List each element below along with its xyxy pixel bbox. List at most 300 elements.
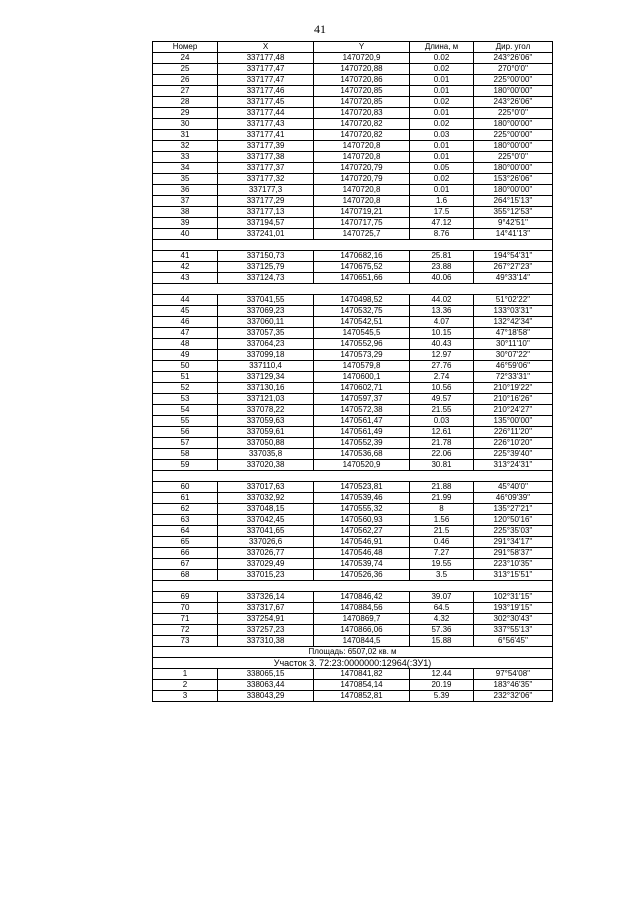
- group-separator: [153, 471, 553, 482]
- angle-cell: 355°12'53'': [474, 207, 553, 218]
- length-cell: 44.02: [410, 295, 474, 306]
- y-cell: 1470602,71: [314, 383, 410, 394]
- length-cell: 0.02: [410, 53, 474, 64]
- x-cell: 337177,13: [218, 207, 314, 218]
- x-cell: 338043,29: [218, 691, 314, 702]
- x-cell: 337060,11: [218, 317, 314, 328]
- length-cell: 8.76: [410, 229, 474, 240]
- length-cell: 12.44: [410, 669, 474, 680]
- length-cell: 12.97: [410, 350, 474, 361]
- table-row: [153, 130, 553, 141]
- y-cell: 1470552,39: [314, 438, 410, 449]
- x-cell: 337130,16: [218, 383, 314, 394]
- length-cell: 0.02: [410, 119, 474, 130]
- y-cell: 1470854,14: [314, 680, 410, 691]
- number-cell: 39: [153, 218, 218, 229]
- table-row: [153, 372, 553, 383]
- angle-cell: 97°54'08'': [474, 669, 553, 680]
- angle-cell: 313°15'51'': [474, 570, 553, 581]
- length-cell: 0.02: [410, 97, 474, 108]
- y-cell: 1470555,32: [314, 504, 410, 515]
- y-cell: 1470720,8: [314, 185, 410, 196]
- header-x: X: [218, 42, 314, 53]
- number-cell: 54: [153, 405, 218, 416]
- number-cell: 37: [153, 196, 218, 207]
- angle-cell: 46°59'06'': [474, 361, 553, 372]
- number-cell: 3: [153, 691, 218, 702]
- number-cell: 50: [153, 361, 218, 372]
- x-cell: 337177,47: [218, 64, 314, 75]
- x-cell: 337099,18: [218, 350, 314, 361]
- table-row: [153, 548, 553, 559]
- angle-cell: 193°19'15'': [474, 603, 553, 614]
- table-row: [153, 361, 553, 372]
- table-row: [153, 174, 553, 185]
- number-cell: 62: [153, 504, 218, 515]
- angle-cell: 49°33'14'': [474, 273, 553, 284]
- angle-cell: 270°0'0'': [474, 64, 553, 75]
- x-cell: 337035,8: [218, 449, 314, 460]
- length-cell: 64.5: [410, 603, 474, 614]
- y-cell: 1470526,36: [314, 570, 410, 581]
- angle-cell: 14°41'13'': [474, 229, 553, 240]
- x-cell: 337257,23: [218, 625, 314, 636]
- x-cell: 337177,37: [218, 163, 314, 174]
- y-cell: 1470720,8: [314, 152, 410, 163]
- number-cell: 69: [153, 592, 218, 603]
- number-cell: 52: [153, 383, 218, 394]
- length-cell: 0.03: [410, 416, 474, 427]
- number-cell: 72: [153, 625, 218, 636]
- table-row: [153, 75, 553, 86]
- angle-cell: 180°00'00'': [474, 163, 553, 174]
- x-cell: 337032,92: [218, 493, 314, 504]
- length-cell: 5.39: [410, 691, 474, 702]
- angle-cell: 183°46'35'': [474, 680, 553, 691]
- header-number: Номер: [153, 42, 218, 53]
- y-cell: 1470720,83: [314, 108, 410, 119]
- table-row: [153, 691, 553, 702]
- number-cell: 36: [153, 185, 218, 196]
- angle-cell: 9°42'51'': [474, 218, 553, 229]
- y-cell: 1470536,68: [314, 449, 410, 460]
- number-cell: 71: [153, 614, 218, 625]
- angle-cell: 120°50'16'': [474, 515, 553, 526]
- table-row: [153, 328, 553, 339]
- angle-cell: 180°00'00'': [474, 119, 553, 130]
- table-row: [153, 350, 553, 361]
- angle-cell: 30°11'10'': [474, 339, 553, 350]
- y-cell: 1470546,91: [314, 537, 410, 548]
- length-cell: 49.57: [410, 394, 474, 405]
- table-row: [153, 383, 553, 394]
- number-cell: 73: [153, 636, 218, 647]
- angle-cell: 210°19'22'': [474, 383, 553, 394]
- y-cell: 1470675,52: [314, 262, 410, 273]
- y-cell: 1470720,9: [314, 53, 410, 64]
- page-number: 41: [314, 22, 326, 36]
- header-length: Длина, м: [410, 42, 474, 53]
- table-row: [153, 680, 553, 691]
- table-row: [153, 295, 553, 306]
- length-cell: 23.88: [410, 262, 474, 273]
- area-summary: Площадь: 6507,02 кв. м: [153, 647, 553, 658]
- number-cell: 57: [153, 438, 218, 449]
- y-cell: 1470545,5: [314, 328, 410, 339]
- x-cell: 337177,41: [218, 130, 314, 141]
- table-row: [153, 163, 553, 174]
- x-cell: 337177,48: [218, 53, 314, 64]
- x-cell: 337326,14: [218, 592, 314, 603]
- angle-cell: 6°56'45'': [474, 636, 553, 647]
- table-row: [153, 64, 553, 75]
- y-cell: 1470520,9: [314, 460, 410, 471]
- table-row: [153, 438, 553, 449]
- number-cell: 48: [153, 339, 218, 350]
- y-cell: 1470597,37: [314, 394, 410, 405]
- y-cell: 1470561,47: [314, 416, 410, 427]
- header-y: Y: [314, 42, 410, 53]
- y-cell: 1470720,86: [314, 75, 410, 86]
- y-cell: 1470720,8: [314, 141, 410, 152]
- number-cell: 51: [153, 372, 218, 383]
- number-cell: 65: [153, 537, 218, 548]
- number-cell: 66: [153, 548, 218, 559]
- number-cell: 58: [153, 449, 218, 460]
- x-cell: 337177,39: [218, 141, 314, 152]
- angle-cell: 267°27'23'': [474, 262, 553, 273]
- y-cell: 1470717,75: [314, 218, 410, 229]
- angle-cell: 225°00'00'': [474, 75, 553, 86]
- table-row: [153, 185, 553, 196]
- number-cell: 68: [153, 570, 218, 581]
- angle-cell: 225°35'03'': [474, 526, 553, 537]
- number-cell: 31: [153, 130, 218, 141]
- y-cell: 1470719,21: [314, 207, 410, 218]
- table-row: [153, 317, 553, 328]
- y-cell: 1470866,06: [314, 625, 410, 636]
- x-cell: 337177,38: [218, 152, 314, 163]
- number-cell: 53: [153, 394, 218, 405]
- angle-cell: 243°26'06'': [474, 53, 553, 64]
- length-cell: 15.88: [410, 636, 474, 647]
- number-cell: 42: [153, 262, 218, 273]
- number-cell: 46: [153, 317, 218, 328]
- x-cell: 337129,34: [218, 372, 314, 383]
- x-cell: 337177,32: [218, 174, 314, 185]
- x-cell: 338063,44: [218, 680, 314, 691]
- table-row: [153, 86, 553, 97]
- x-cell: 337042,45: [218, 515, 314, 526]
- number-cell: 29: [153, 108, 218, 119]
- number-cell: 64: [153, 526, 218, 537]
- length-cell: 22.06: [410, 449, 474, 460]
- number-cell: 55: [153, 416, 218, 427]
- number-cell: 41: [153, 251, 218, 262]
- group-separator-row: [153, 471, 553, 482]
- angle-cell: 180°00'00'': [474, 86, 553, 97]
- length-cell: 8: [410, 504, 474, 515]
- y-cell: 1470720,8: [314, 196, 410, 207]
- length-cell: 0.01: [410, 185, 474, 196]
- table-row: [153, 306, 553, 317]
- length-cell: 21.55: [410, 405, 474, 416]
- length-cell: 21.78: [410, 438, 474, 449]
- table-row: [153, 526, 553, 537]
- x-cell: 337050,88: [218, 438, 314, 449]
- length-cell: 21.5: [410, 526, 474, 537]
- length-cell: 10.15: [410, 328, 474, 339]
- y-cell: 1470852,81: [314, 691, 410, 702]
- angle-cell: 225°0'0'': [474, 152, 553, 163]
- table-row: [153, 592, 553, 603]
- length-cell: 19.55: [410, 559, 474, 570]
- table-row: [153, 460, 553, 471]
- y-cell: 1470579,8: [314, 361, 410, 372]
- length-cell: 0.01: [410, 75, 474, 86]
- length-cell: 1.6: [410, 196, 474, 207]
- y-cell: 1470523,81: [314, 482, 410, 493]
- angle-cell: 337°55'13'': [474, 625, 553, 636]
- x-cell: 337125,79: [218, 262, 314, 273]
- angle-cell: 51°02'22'': [474, 295, 553, 306]
- y-cell: 1470600,1: [314, 372, 410, 383]
- number-cell: 47: [153, 328, 218, 339]
- angle-cell: 225°0'0'': [474, 108, 553, 119]
- table-row: [153, 262, 553, 273]
- x-cell: 337177,29: [218, 196, 314, 207]
- x-cell: 337029,49: [218, 559, 314, 570]
- y-cell: 1470561,49: [314, 427, 410, 438]
- angle-cell: 153°26'06'': [474, 174, 553, 185]
- number-cell: 44: [153, 295, 218, 306]
- y-cell: 1470844,5: [314, 636, 410, 647]
- y-cell: 1470573,29: [314, 350, 410, 361]
- number-cell: 25: [153, 64, 218, 75]
- angle-cell: 291°34'17'': [474, 537, 553, 548]
- group-separator-row: [153, 240, 553, 251]
- y-cell: 1470560,93: [314, 515, 410, 526]
- table-row: [153, 504, 553, 515]
- y-cell: 1470841,82: [314, 669, 410, 680]
- length-cell: 39.07: [410, 592, 474, 603]
- angle-cell: 46°09'39'': [474, 493, 553, 504]
- table-row: [153, 515, 553, 526]
- y-cell: 1470562,27: [314, 526, 410, 537]
- angle-cell: 291°58'37'': [474, 548, 553, 559]
- angle-cell: 225°00'00'': [474, 130, 553, 141]
- y-cell: 1470572,38: [314, 405, 410, 416]
- table-row: [153, 273, 553, 284]
- length-cell: 0.46: [410, 537, 474, 548]
- number-cell: 40: [153, 229, 218, 240]
- angle-cell: 72°33'31'': [474, 372, 553, 383]
- section-title-row: [153, 658, 553, 669]
- length-cell: 4.32: [410, 614, 474, 625]
- angle-cell: 223°10'35'': [474, 559, 553, 570]
- table-row: [153, 669, 553, 680]
- table-row: [153, 603, 553, 614]
- angle-cell: 132°42'34'': [474, 317, 553, 328]
- coordinates-table: [152, 41, 553, 702]
- angle-cell: 226°11'20'': [474, 427, 553, 438]
- table-row: [153, 427, 553, 438]
- section-title: Участок 3. 72:23:0000000:12964(:ЗУ1): [153, 658, 553, 669]
- y-cell: 1470720,88: [314, 64, 410, 75]
- angle-cell: 210°24'27'': [474, 405, 553, 416]
- x-cell: 337064,23: [218, 339, 314, 350]
- table-body: [153, 53, 553, 702]
- table-row: [153, 207, 553, 218]
- y-cell: 1470498,52: [314, 295, 410, 306]
- table-row: [153, 537, 553, 548]
- length-cell: 1.56: [410, 515, 474, 526]
- x-cell: 337026,77: [218, 548, 314, 559]
- length-cell: 30.81: [410, 460, 474, 471]
- x-cell: 337017,63: [218, 482, 314, 493]
- group-separator-row: [153, 284, 553, 295]
- x-cell: 337059,61: [218, 427, 314, 438]
- table-row: [153, 53, 553, 64]
- table-header-row: [153, 42, 553, 53]
- y-cell: 1470539,46: [314, 493, 410, 504]
- number-cell: 63: [153, 515, 218, 526]
- length-cell: 40.43: [410, 339, 474, 350]
- angle-cell: 30°07'22'': [474, 350, 553, 361]
- table-row: [153, 493, 553, 504]
- group-separator: [153, 581, 553, 592]
- y-cell: 1470720,85: [314, 86, 410, 97]
- length-cell: 40.06: [410, 273, 474, 284]
- angle-cell: 313°24'31'': [474, 460, 553, 471]
- length-cell: 4.07: [410, 317, 474, 328]
- y-cell: 1470720,79: [314, 163, 410, 174]
- angle-cell: 225°39'40'': [474, 449, 553, 460]
- table-row: [153, 559, 553, 570]
- group-separator: [153, 284, 553, 295]
- x-cell: 337110,4: [218, 361, 314, 372]
- length-cell: 7.27: [410, 548, 474, 559]
- group-separator: [153, 240, 553, 251]
- number-cell: 2: [153, 680, 218, 691]
- angle-cell: 243°26'06'': [474, 97, 553, 108]
- table-row: [153, 449, 553, 460]
- x-cell: 337121,03: [218, 394, 314, 405]
- header-angle: Дир. угол: [474, 42, 553, 53]
- length-cell: 0.05: [410, 163, 474, 174]
- x-cell: 337078,22: [218, 405, 314, 416]
- number-cell: 45: [153, 306, 218, 317]
- x-cell: 337177,45: [218, 97, 314, 108]
- x-cell: 337310,38: [218, 636, 314, 647]
- y-cell: 1470884,56: [314, 603, 410, 614]
- table-row: [153, 570, 553, 581]
- area-summary-row: [153, 647, 553, 658]
- y-cell: 1470846,42: [314, 592, 410, 603]
- table-row: [153, 625, 553, 636]
- table-row: [153, 108, 553, 119]
- number-cell: 1: [153, 669, 218, 680]
- table-row: [153, 152, 553, 163]
- y-cell: 1470542,51: [314, 317, 410, 328]
- x-cell: 337194,57: [218, 218, 314, 229]
- number-cell: 59: [153, 460, 218, 471]
- number-cell: 33: [153, 152, 218, 163]
- x-cell: 337177,3: [218, 185, 314, 196]
- y-cell: 1470682,16: [314, 251, 410, 262]
- length-cell: 12.61: [410, 427, 474, 438]
- x-cell: 337069,23: [218, 306, 314, 317]
- x-cell: 337241,01: [218, 229, 314, 240]
- table-row: [153, 251, 553, 262]
- number-cell: 26: [153, 75, 218, 86]
- x-cell: 337317,67: [218, 603, 314, 614]
- number-cell: 27: [153, 86, 218, 97]
- table-row: [153, 394, 553, 405]
- x-cell: 337254,91: [218, 614, 314, 625]
- x-cell: 337177,47: [218, 75, 314, 86]
- number-cell: 35: [153, 174, 218, 185]
- number-cell: 34: [153, 163, 218, 174]
- x-cell: 337057,35: [218, 328, 314, 339]
- number-cell: 24: [153, 53, 218, 64]
- y-cell: 1470720,85: [314, 97, 410, 108]
- x-cell: 337177,43: [218, 119, 314, 130]
- angle-cell: 194°54'31'': [474, 251, 553, 262]
- number-cell: 28: [153, 97, 218, 108]
- length-cell: 57.36: [410, 625, 474, 636]
- length-cell: 13.36: [410, 306, 474, 317]
- table-row: [153, 482, 553, 493]
- length-cell: 3.5: [410, 570, 474, 581]
- length-cell: 21.99: [410, 493, 474, 504]
- number-cell: 60: [153, 482, 218, 493]
- x-cell: 337041,65: [218, 526, 314, 537]
- x-cell: 337041,55: [218, 295, 314, 306]
- angle-cell: 47°18'58'': [474, 328, 553, 339]
- number-cell: 38: [153, 207, 218, 218]
- angle-cell: 135°00'00'': [474, 416, 553, 427]
- table-row: [153, 229, 553, 240]
- angle-cell: 102°31'15'': [474, 592, 553, 603]
- y-cell: 1470539,74: [314, 559, 410, 570]
- number-cell: 67: [153, 559, 218, 570]
- angle-cell: 226°10'20'': [474, 438, 553, 449]
- length-cell: 17.5: [410, 207, 474, 218]
- length-cell: 0.01: [410, 141, 474, 152]
- angle-cell: 232°32'06'': [474, 691, 553, 702]
- number-cell: 61: [153, 493, 218, 504]
- x-cell: 337015,23: [218, 570, 314, 581]
- length-cell: 21.88: [410, 482, 474, 493]
- angle-cell: 135°27'21'': [474, 504, 553, 515]
- table-row: [153, 614, 553, 625]
- length-cell: 10.56: [410, 383, 474, 394]
- number-cell: 30: [153, 119, 218, 130]
- table-row: [153, 141, 553, 152]
- angle-cell: 45°40'0'': [474, 482, 553, 493]
- length-cell: 2.74: [410, 372, 474, 383]
- y-cell: 1470651,66: [314, 273, 410, 284]
- number-cell: 43: [153, 273, 218, 284]
- table-row: [153, 636, 553, 647]
- group-separator-row: [153, 581, 553, 592]
- y-cell: 1470532,75: [314, 306, 410, 317]
- table-row: [153, 218, 553, 229]
- x-cell: 337177,44: [218, 108, 314, 119]
- length-cell: 25.81: [410, 251, 474, 262]
- table-row: [153, 405, 553, 416]
